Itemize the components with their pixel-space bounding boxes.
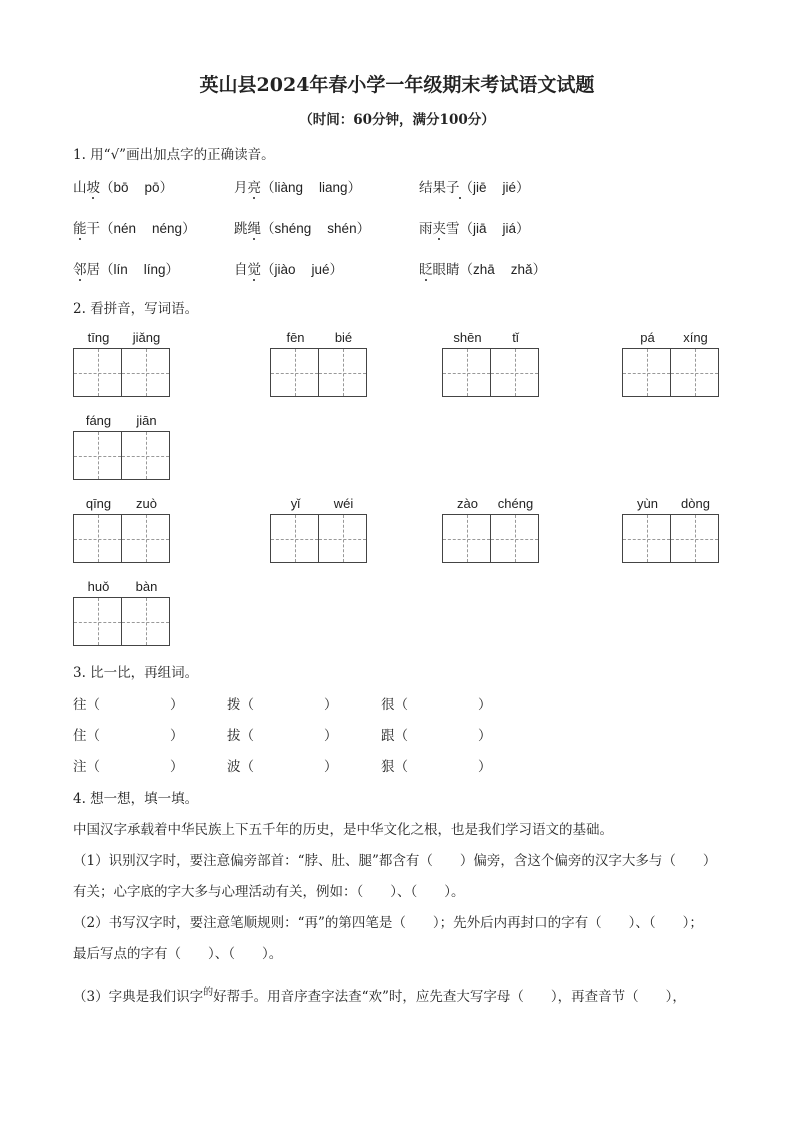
q4-part2-line2: 最后写点的字有（ ）、（ ）。 — [73, 946, 283, 962]
q1-option-2[interactable]: jiá — [502, 221, 517, 236]
writing-grid — [73, 579, 169, 647]
q1-item-post: （ — [261, 262, 275, 278]
pinyin-label: tǐ — [512, 330, 519, 345]
q3-char: 很（ — [381, 697, 408, 713]
q1-item-dotted-char: 亮 — [247, 180, 261, 196]
q1-item-close: ） — [159, 180, 174, 196]
tian-zi-ge-cell[interactable] — [670, 496, 719, 563]
q3-close: ） — [478, 697, 492, 713]
q3-char: 狠（ — [381, 759, 408, 775]
q1-item-close: ） — [165, 262, 180, 278]
q3-char: 注（ — [73, 759, 100, 775]
q1-heading: 1. 用“√”画出加点字的正确读音。 — [73, 147, 275, 163]
writing-grid — [442, 496, 538, 564]
q1-option-1[interactable]: jiā — [473, 221, 487, 236]
pinyin-label: xíng — [683, 330, 708, 345]
q1-item-dotted-char: 能 — [73, 221, 87, 237]
q4-part3-post: 好帮手。用音序查字法查“欢”时，应先查大写字母（ ），再查音节（ ）， — [213, 989, 686, 1005]
pinyin-label: wéi — [333, 496, 354, 511]
tian-zi-ge-cell[interactable] — [121, 579, 170, 646]
q4-part1-line1: （1）识别汉字时，要注意偏旁部首：“脖、肚、腿”都含有（ ）偏旁，含这个偏旁的汉字大多与（ ） — [73, 853, 717, 869]
q3-close: ） — [170, 759, 184, 775]
pinyin-label: zào — [457, 496, 478, 511]
pinyin-label: shēn — [453, 330, 482, 345]
pinyin-label: pá — [640, 330, 655, 345]
q1-item — [419, 176, 530, 196]
pinyin-label: huǒ — [87, 579, 110, 594]
q4-part2-line1: （2）书写汉字时，要注意笔顺规则：“再”的第四笔是（ ）；先外后内再封口的字有（ ）、（ ）； — [73, 915, 703, 931]
q1-option-1[interactable]: jiē — [473, 180, 487, 195]
pinyin-label: bié — [334, 330, 353, 345]
tian-zi-ge-cell[interactable] — [442, 330, 491, 397]
writing-grid — [622, 330, 718, 398]
pinyin-label: bàn — [135, 579, 158, 594]
q1-option-2[interactable]: jié — [502, 180, 517, 195]
q3-blank[interactable] — [381, 724, 492, 744]
q3-blank[interactable] — [227, 755, 338, 775]
pinyin-label: yǐ — [290, 496, 301, 511]
q1-option-1[interactable]: nén — [113, 221, 137, 236]
q1-option-1[interactable]: lín — [113, 262, 128, 277]
q1-option-2[interactable]: shén — [327, 221, 357, 236]
q1-option-2[interactable]: néng — [152, 221, 183, 236]
tian-zi-ge-cell[interactable] — [318, 330, 367, 397]
q1-item — [419, 258, 546, 278]
q1-item-close: ） — [347, 180, 362, 196]
q1-option-1[interactable]: jiào — [274, 262, 296, 277]
q1-item-pre: 雨 — [419, 221, 433, 237]
q3-char: 拔（ — [227, 728, 254, 744]
q1-option-1[interactable]: zhā — [473, 262, 495, 277]
writing-grid — [73, 413, 169, 481]
q3-blank[interactable] — [381, 755, 492, 775]
q3-close: ） — [478, 759, 492, 775]
writing-grid — [270, 330, 366, 398]
q4-part3-line1 — [73, 983, 686, 1005]
q3-blank[interactable] — [227, 724, 338, 744]
q1-option-1[interactable]: shéng — [274, 221, 312, 236]
pinyin-label: fáng — [85, 413, 112, 428]
q1-item — [73, 217, 196, 237]
tian-zi-ge-cell[interactable] — [73, 579, 122, 646]
pinyin-label: jiǎng — [132, 330, 161, 345]
q3-char: 波（ — [227, 759, 254, 775]
pinyin-label: zuò — [136, 496, 157, 511]
q1-item-dotted-char: 夹 — [432, 221, 446, 237]
q3-char: 住（ — [73, 728, 100, 744]
tian-zi-ge-cell[interactable] — [670, 330, 719, 397]
q1-item — [419, 217, 530, 237]
q1-item-post: 眼睛（ — [432, 262, 473, 278]
q1-item-close: ） — [516, 180, 530, 196]
q4-part3-pre: （3）字典是我们识字 — [73, 989, 204, 1005]
q1-item-dotted-char: 坡 — [86, 180, 100, 196]
tian-zi-ge-cell[interactable] — [622, 330, 671, 397]
q3-heading: 3. 比一比，再组词。 — [73, 665, 199, 681]
q3-blank[interactable] — [227, 693, 338, 713]
q1-option-2[interactable]: jué — [311, 262, 330, 277]
tian-zi-ge-cell[interactable] — [442, 496, 491, 563]
q1-item-post: （ — [100, 180, 114, 196]
writing-grid — [442, 330, 538, 398]
q1-item-pre: 自 — [234, 262, 248, 278]
q1-item-dotted-char: 邻 — [73, 262, 87, 278]
q4-heading: 4. 想一想，填一填。 — [73, 791, 199, 807]
q1-item — [73, 176, 173, 196]
q1-option-1[interactable]: liàng — [274, 180, 304, 195]
writing-grid — [622, 496, 718, 564]
q2-heading: 2. 看拼音，写词语。 — [73, 301, 199, 317]
q1-item-pre: 月 — [234, 180, 248, 196]
q1-item-post: （ — [261, 221, 275, 237]
tian-zi-ge-cell[interactable] — [622, 496, 671, 563]
q3-close: ） — [170, 728, 184, 744]
q3-blank[interactable] — [381, 693, 492, 713]
pinyin-label: tīng — [87, 330, 110, 345]
tian-zi-ge-cell[interactable] — [121, 413, 170, 480]
tian-zi-ge-cell[interactable] — [490, 496, 539, 563]
q1-option-2[interactable]: líng — [143, 262, 166, 277]
pinyin-label: yùn — [637, 496, 658, 511]
q1-item-close: ） — [516, 221, 530, 237]
pinyin-label: jiān — [136, 413, 157, 428]
tian-zi-ge-cell[interactable] — [270, 330, 319, 397]
q1-item — [73, 258, 179, 278]
tian-zi-ge-cell[interactable] — [121, 496, 170, 563]
q1-option-1[interactable]: bō — [113, 180, 129, 195]
pinyin-label: qīng — [85, 496, 112, 511]
tian-zi-ge-cell[interactable] — [270, 496, 319, 563]
tian-zi-ge-cell[interactable] — [73, 330, 122, 397]
q1-item-pre: 山 — [73, 180, 87, 196]
q1-item-post: （ — [459, 180, 473, 196]
q1-item — [234, 258, 343, 278]
q3-close: ） — [478, 728, 492, 744]
q1-item — [234, 176, 361, 196]
q1-item-pre: 跳 — [234, 221, 248, 237]
page-subtitle: （时间：60分钟，满分100分） — [299, 112, 495, 128]
page-title: 英山县2024年春小学一年级期末考试语文试题 — [199, 74, 595, 96]
q1-item — [234, 217, 370, 237]
q1-option-2[interactable]: pō — [144, 180, 160, 195]
q1-item-post: 干（ — [86, 221, 114, 237]
q4-part1-line2: 有关；心字底的字大多与心理活动有关，例如：（ ）、（ ）。 — [73, 884, 465, 900]
q3-close: ） — [170, 697, 184, 713]
q3-blank[interactable] — [73, 693, 184, 713]
q1-item-post: 居（ — [86, 262, 114, 278]
q3-blank[interactable] — [73, 724, 184, 744]
tian-zi-ge-cell[interactable] — [73, 496, 122, 563]
writing-grid — [73, 496, 169, 564]
q1-item-close: ） — [182, 221, 196, 237]
tian-zi-ge-cell[interactable] — [490, 330, 539, 397]
q3-close: ） — [324, 759, 338, 775]
q3-char: 往（ — [73, 697, 100, 713]
q4-intro: 中国汉字承载着中华民族上下五千年的历史，是中华文化之根，也是我们学习语文的基础。 — [73, 822, 613, 838]
writing-grid — [73, 330, 169, 398]
pinyin-label: chéng — [497, 496, 534, 511]
tian-zi-ge-cell[interactable] — [318, 496, 367, 563]
q1-item-dotted-char: 绳 — [247, 221, 261, 237]
tian-zi-ge-cell[interactable] — [73, 413, 122, 480]
q3-char: 拨（ — [227, 697, 254, 713]
q3-char: 跟（ — [381, 728, 408, 744]
q1-item-close: ） — [329, 262, 344, 278]
q1-option-2[interactable]: zhǎ — [510, 262, 533, 277]
q1-item-post: （ — [261, 180, 275, 196]
tian-zi-ge-cell[interactable] — [121, 330, 170, 397]
q1-item-close: ） — [356, 221, 371, 237]
pinyin-label: dòng — [681, 496, 710, 511]
writing-grid — [270, 496, 366, 564]
q1-item-pre: 结果子 — [419, 180, 460, 196]
q1-item-dotted-char: 觉 — [247, 262, 261, 278]
q3-close: ） — [324, 697, 338, 713]
q1-option-2[interactable]: liang — [319, 180, 348, 195]
q1-item-dotted-char: 眨 — [419, 262, 433, 278]
pinyin-label: fēn — [286, 330, 305, 345]
q3-blank[interactable] — [73, 755, 184, 775]
q1-item-post: 雪（ — [446, 221, 473, 237]
q1-item-close: ） — [532, 262, 547, 278]
q4-part3-sup: 的 — [203, 987, 214, 998]
q3-close: ） — [324, 728, 338, 744]
